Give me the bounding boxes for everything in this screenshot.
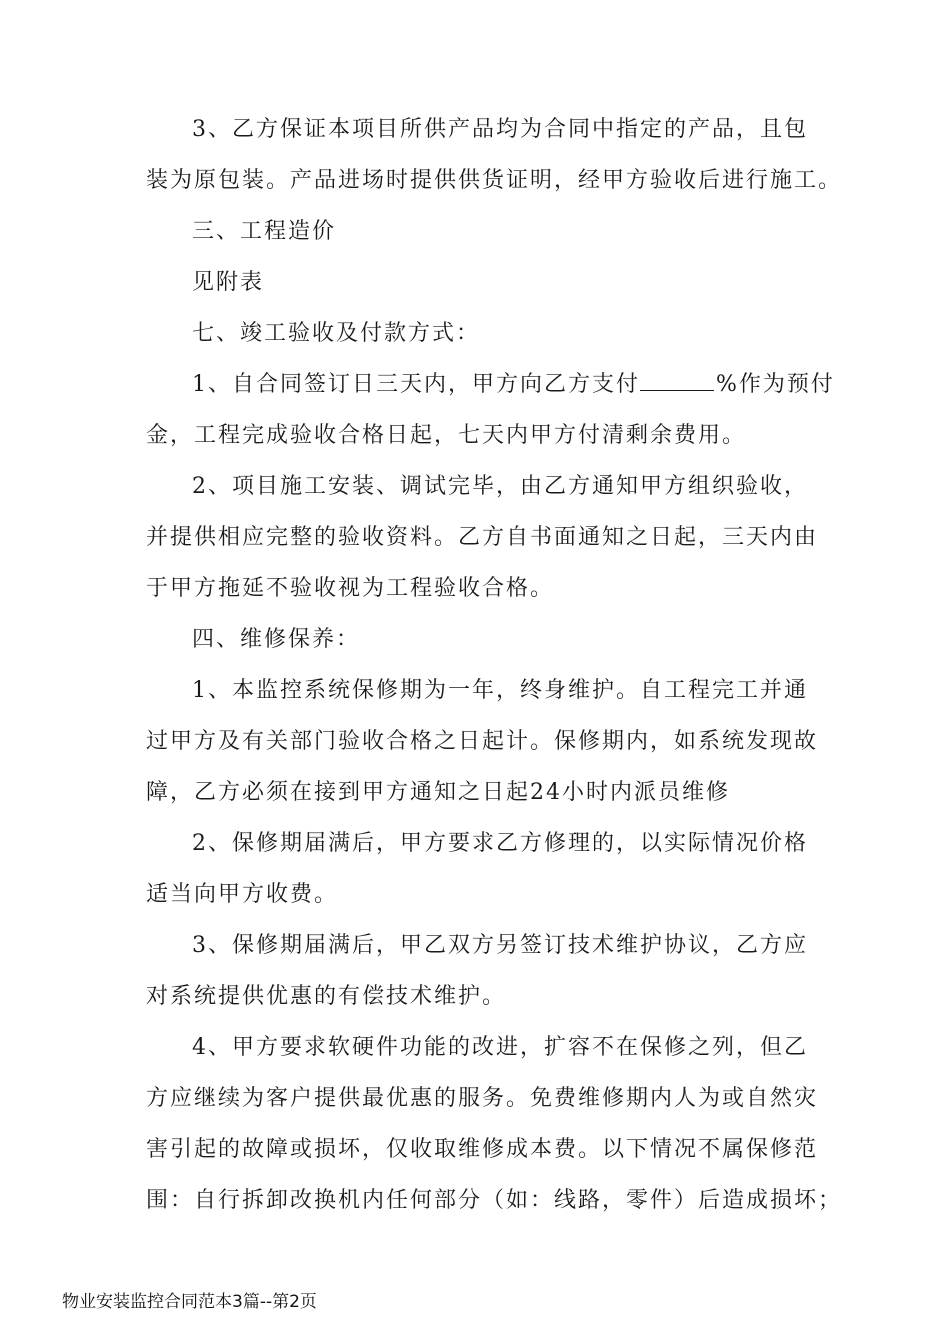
line-text: %作为预付: [716, 372, 835, 397]
section-heading: 三、工程造价: [192, 219, 337, 244]
paragraph-line: 害引起的故障或损坏，仅收取维修成本费。以下情况不属保修范: [146, 1137, 819, 1162]
paragraph-line: 3、乙方保证本项目所供产品均为合同中指定的产品，且包: [192, 117, 808, 142]
paragraph-line: [146, 359, 835, 410]
paragraph-line: 障，乙方必须在接到甲方通知之日起24小时内派员维修: [146, 780, 730, 805]
paragraph-line: 并提供相应完整的验收资料。乙方自书面通知之日起，三天内由: [146, 525, 819, 550]
paragraph-line: 过甲方及有关部门验收合格之日起计。保修期内，如系统发现故: [146, 729, 819, 754]
paragraph-line: 1、本监控系统保修期为一年，终身维护。自工程完工并通: [192, 678, 808, 703]
paragraph-line: 见附表: [192, 270, 265, 295]
paragraph-line: 方应继续为客户提供最优惠的服务。免费维修期内人为或自然灾: [146, 1086, 819, 1111]
section-heading: 七、竣工验收及付款方式：: [192, 321, 481, 346]
paragraph-line: 3、保修期届满后，甲乙双方另签订技术维护协议，乙方应: [192, 933, 808, 958]
paragraph-line: 2、保修期届满后，甲方要求乙方修理的，以实际情况价格: [192, 831, 808, 856]
paragraph-line: 装为原包装。产品进场时提供供货证明，经甲方验收后进行施工。: [146, 168, 843, 193]
paragraph-line: 4、甲方要求软硬件功能的改进，扩容不在保修之列，但乙: [192, 1035, 808, 1060]
paragraph-line: 对系统提供优惠的有偿技术维护。: [146, 984, 507, 1009]
document-body: [146, 104, 843, 1226]
paragraph-line: 适当向甲方收费。: [146, 882, 339, 907]
section-heading: 四、维修保养：: [192, 627, 361, 652]
page-footer: 物业安装监控合同范本3篇--第2页: [62, 1292, 317, 1312]
line-text: 1、自合同签订日三天内，甲方向乙方支付: [192, 372, 640, 397]
paragraph-line: 于甲方拖延不验收视为工程验收合格。: [146, 576, 555, 601]
paragraph-line: 围：自行拆卸改换机内任何部分（如：线路，零件）后造成损坏；: [146, 1188, 843, 1213]
paragraph-line: 2、项目施工安装、调试完毕，由乙方通知甲方组织验收，: [192, 474, 808, 499]
paragraph-line: 金，工程完成验收合格日起，七天内甲方付清剩余费用。: [146, 423, 747, 448]
fill-in-blank: [640, 370, 714, 391]
